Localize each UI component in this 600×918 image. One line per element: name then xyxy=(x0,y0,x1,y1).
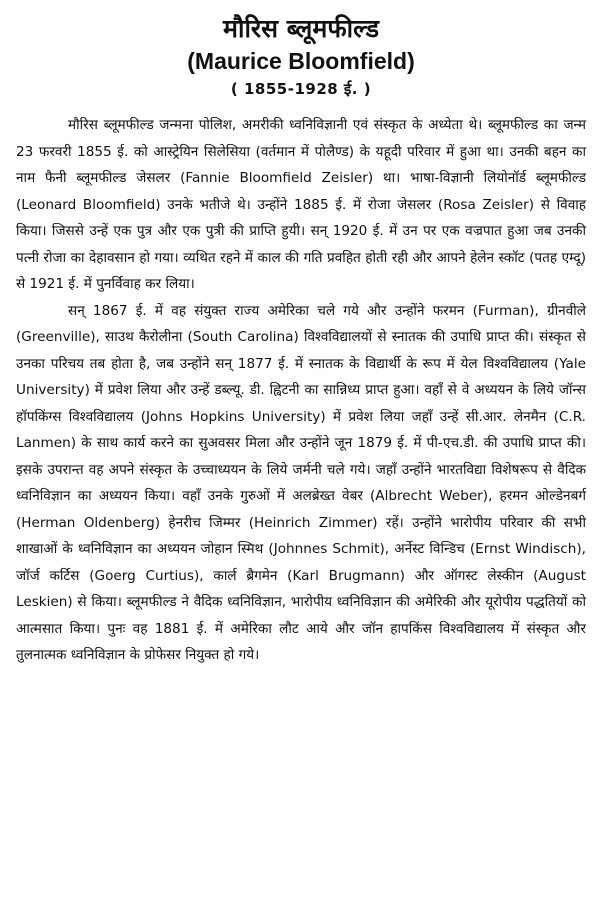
page-title-english: (Maurice Bloomfield) xyxy=(187,48,415,74)
paragraph-2: सन् 1867 ई. में वह संयुक्त राज्य अमेरिका चले गये और उन्होंने फरमन (Furman), ग्रीनवीले (Greenville), साउथ कैरोलीना (South Carolina) विश्वविद्यालयों से स्नातक की उपाधि प्राप्त की। संस्कृत से उनका परिचय तब होता है, जब उन्होंने सन् 1877 ई. में स्नातक के विद्यार्थी के रूप में येल विश्वविद्यालय (Yale University) में प्रवेश लिया और उन्हें डब्ल्यू. डी. ह्विटनी का सान्निध्य प्राप्त हुआ। वहाँ से वे अध्ययन के लिये जॉन्स हॉपकिंग्स विश्वविद्यालय (Johns Hopkins University) में प्रवेश लिया जहाँ उन्हें सी.आर. लेनमैन (C.R. Lanmen) के साथ कार्य करने का सुअवसर मिला और उन्होंने जून 1879 ई. में पी-एच.डी. की उपाधि प्राप्त की। इसके उपरान्त वह अपने संस्कृत के उच्चाध्ययन के लिये जर्मनी चले गये। जहाँ उन्होंने भारतविद्या विशेषरूप से वैदिक ध्वनिविज्ञान का अध्ययन किया। वहाँ उनके गुरुओं में अलब्रेख्त वेबर (Albrecht Weber), हरमन ओल्डेनबर्ग (Herman Oldenberg) हेनरीच जिम्मर (Heinrich Zimmer) रहें। उन्होंने भारोपीय परिवार की सभी शाखाओं के ध्वनिविज्ञान का अध्ययन जोहान स्मिथ (Johnnes Schmit), अर्नेस्ट विन्डिच (Ernst Windisch), जॉर्ज कर्टिस (Goerg Curtius), कार्ल ब्रैगमेन (Karl Brugmann) और ऑगस्ट लेस्कीन (August Leskien) से किया। ब्लूमफील्ड ने वैदिक ध्वनिविज्ञान, भारोपीय ध्वनिविज्ञान की अमेरिकी और यूरोपीय पद्धतियों को आत्मसात किया। पुनः वह 1881 ई. में अमेरिका लौट आये और जॉन हापकिंस विश्वविद्यालय में संस्कृत और तुलनात्मक ध्वनिविज्ञान के प्रोफेसर नियुक्त हो गये। xyxy=(16,302,586,663)
life-dates: ( 1855-1928 ई. ) xyxy=(230,80,372,98)
page-title-hindi: मौरिस ब्लूमफील्ड xyxy=(223,14,379,43)
paragraph-1: मौरिस ब्लूमफील्ड जन्मना पोलिश, अमरीकी ध्वनिविज्ञानी एवं संस्कृत के अध्येता थे। ब्लूमफील्ड का जन्म 23 फरवरी 1855 ई. को आस्ट्रेयिन सिलेसिया (वर्तमान में पोलैण्ड) के यहूदी परिवार में हुआ था। उनकी बहन का नाम फैनी ब्लूमफील्ड जेसलर (Fannie Bloomfield Zeisler) था। भाषा-विज्ञानी लियोनॉर्ड ब्लूमफील्ड (Leonard Bloomfield) उनके भतीजे थे। उन्होंने 1885 ई. में रोजा जेसलर (Rosa Zeisler) से विवाह किया। जिससे उन्हें एक पुत्र और एक पुत्री की प्राप्ति हुयी। सन् 1920 ई. में उन पर एक वज्रपात हुआ जब उनकी पत्नी रोजा का देहावसान हो गया। व्यथित रहने में काल की गति प्रवहित होती रही और आपने हेलेन स्कॉट (पतह एम्दू) से 1921 ई. में पुनर्विवाह कर लिया। xyxy=(16,117,586,292)
